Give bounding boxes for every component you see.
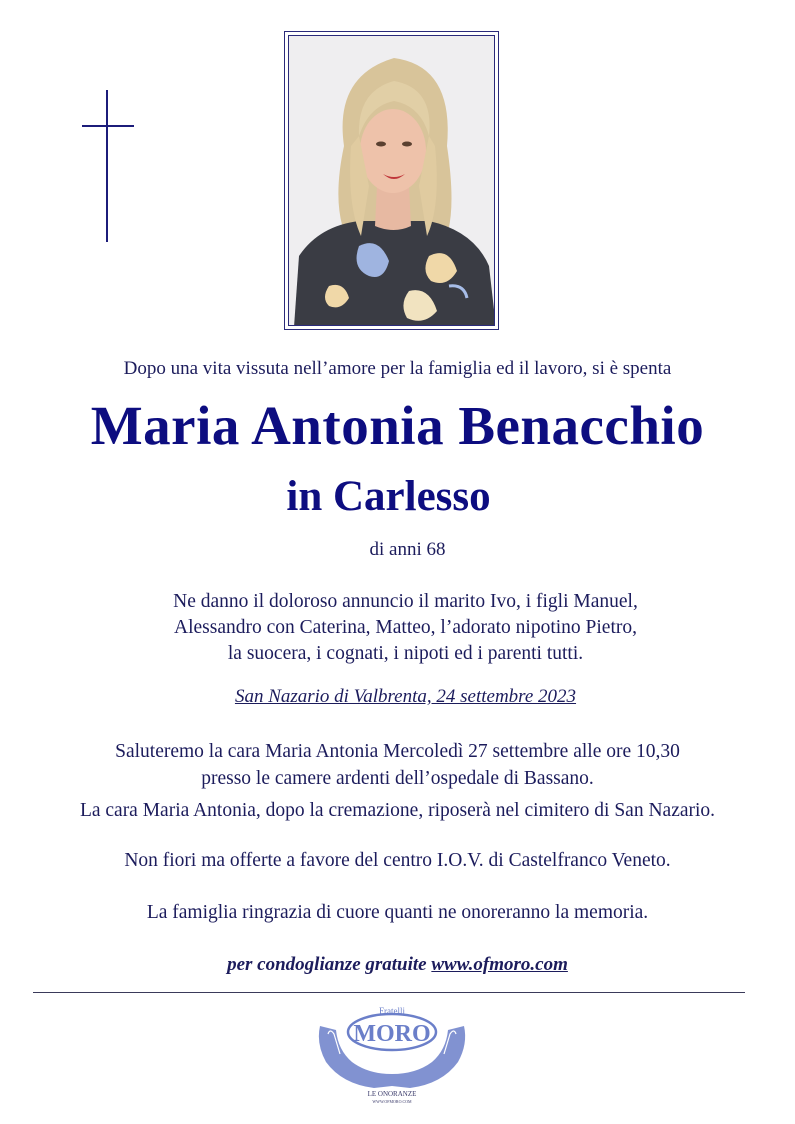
condolences-link[interactable]: www.ofmoro.com — [431, 954, 568, 975]
logo-subtitle: LE ONORANZE — [367, 1090, 417, 1098]
greeting-block — [0, 738, 795, 792]
thanks-text: La famiglia ringrazia di cuore quanti ne onoreranno la memoria. — [146, 902, 649, 923]
cross-icon — [82, 90, 134, 242]
rest-text: La cara Maria Antonia, dopo la cremazione, riposerà nel cimitero di San Nazario. — [79, 800, 716, 821]
logo-top-text: Fratelli — [379, 1006, 405, 1016]
condolences-prefix: per condoglianze gratuite — [227, 954, 427, 975]
place-date: San Nazario di Valbrenta, 24 settembre 2023 — [234, 686, 577, 707]
greeting-line: presso le camere ardenti dell’ospedale di Bassano. — [201, 768, 594, 789]
greeting-line: Saluteremo la cara Maria Antonia Mercoledì 27 settembre alle ore 10,30 — [115, 741, 680, 762]
announcement-block — [8, 589, 795, 667]
announcement-line: Ne danno il doloroso annuncio il marito Ivo, i figli Manuel, — [173, 591, 638, 612]
funeral-home-logo — [312, 1004, 472, 1104]
logo-brand: MORO — [353, 1021, 431, 1047]
intro-text: Dopo una vita vissuta nell’amore per la famiglia ed il lavoro, si è spenta — [123, 358, 672, 379]
announcement-line: la suocera, i cognati, i nipoti ed i parenti tutti. — [227, 643, 584, 664]
married-name: in Carlesso — [286, 473, 491, 520]
portrait-photo — [288, 35, 495, 326]
portrait-illustration — [289, 36, 495, 326]
portrait-frame — [284, 31, 499, 330]
flowers-text: Non fiori ma offerte a favore del centro I.O.V. di Castelfranco Veneto. — [124, 850, 671, 871]
cross-horizontal-bar — [82, 125, 134, 127]
age-text: di anni 68 — [369, 539, 446, 560]
cross-vertical-bar — [106, 90, 108, 242]
condolences-line — [0, 954, 795, 976]
divider — [33, 992, 745, 993]
logo-website: WWW.OFMORO.COM — [372, 1099, 412, 1104]
announcement-line: Alessandro con Caterina, Matteo, l’adorato nipotino Pietro, — [173, 617, 637, 638]
deceased-name: Maria Antonia Benacchio — [90, 395, 705, 456]
